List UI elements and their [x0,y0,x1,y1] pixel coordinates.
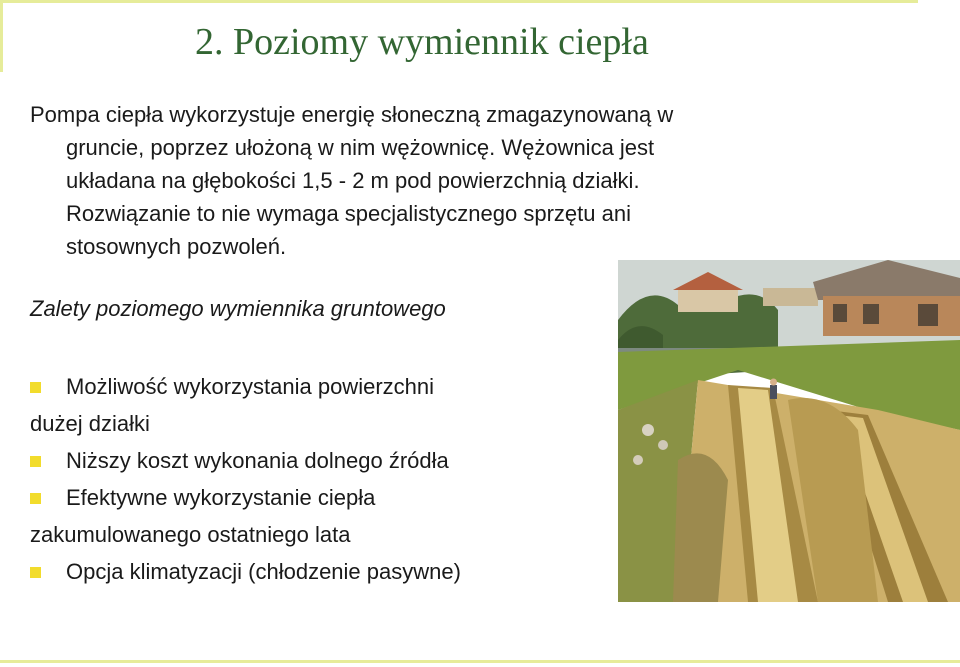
top-decorative-rule [0,0,918,3]
list-item [30,442,600,479]
list-item-continuation: zakumulowanego ostatniego lata [30,522,351,547]
intro-line: stosownych pozwoleń. [66,234,287,259]
intro-line: Pompa ciepła wykorzystuje energię słoneczną zmagazynowaną w [30,102,674,127]
list-item-text: Niższy koszt wykonania dolnego źródła [66,448,449,473]
bullet-icon [30,567,41,578]
advantages-list [30,368,600,590]
list-item-text: Opcja klimatyzacji (chłodzenie pasywne) [66,559,461,584]
list-item-text: Możliwość wykorzystania powierzchni [66,374,435,399]
intro-line: Rozwiązanie to nie wymaga specjalistycznego sprzętu ani [66,201,631,226]
list-item-text: Efektywne wykorzystanie ciepła [66,485,376,510]
list-item-continuation: dużej działki [30,411,150,436]
ground-trench-photo [618,260,960,602]
list-item [30,479,600,553]
list-item [30,553,600,590]
advantages-heading: Zalety poziomego wymiennika gruntowego [30,296,446,321]
bullet-icon [30,493,41,504]
left-decorative-rule [0,0,3,72]
list-item [30,368,600,442]
intro-paragraph [30,98,674,263]
slide-title: 2. Poziomy wymiennik ciepła [195,21,649,63]
bullet-icon [30,456,41,467]
intro-line: układana na głębokości 1,5 - 2 m pod powierzchnią działki. [66,168,640,193]
bottom-decorative-rule [0,660,960,663]
bullet-icon [30,382,41,393]
intro-line: gruncie, poprzez ułożoną w nim wężownicę. Wężownica jest [66,135,655,160]
